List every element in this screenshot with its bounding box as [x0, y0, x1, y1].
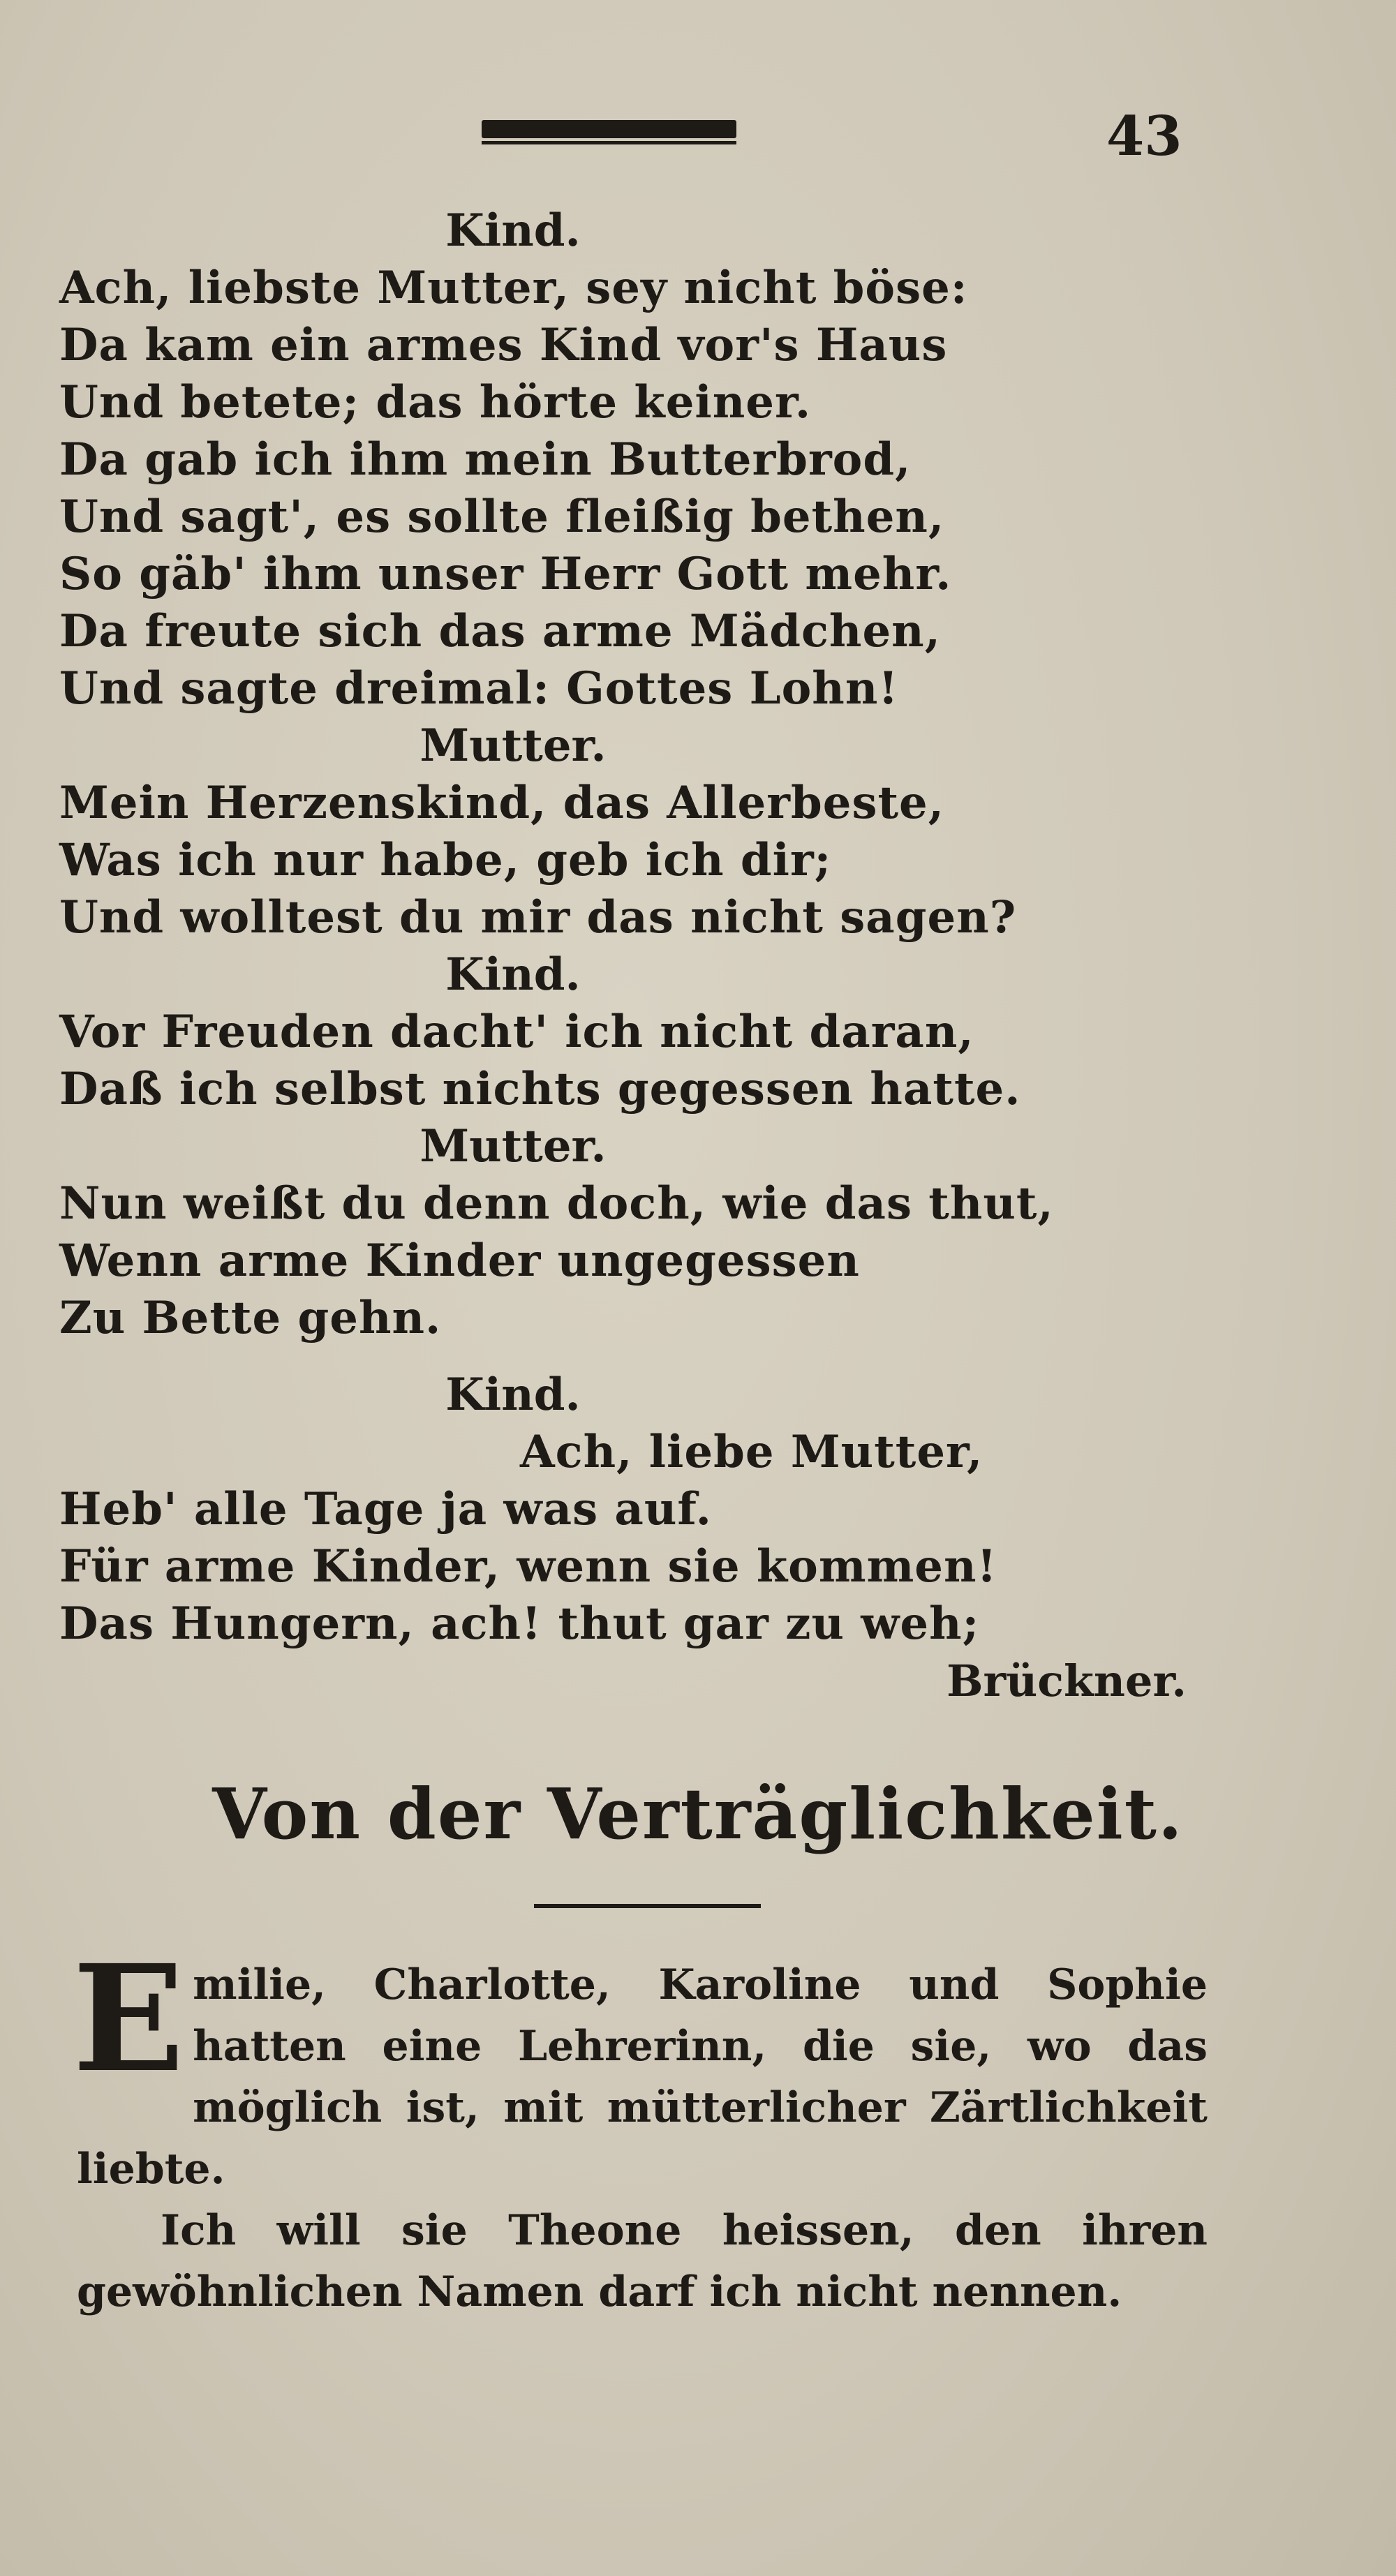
poem-line: Da kam ein armes Kind vor's Haus	[59, 319, 948, 371]
poem-line: Mein Herzenskind, das Allerbeste,	[59, 777, 945, 829]
poem-line: Und sagt', es sollte fleißig bethen,	[59, 491, 945, 543]
stanza-gap	[59, 1347, 1211, 1367]
drop-cap: E	[73, 1933, 185, 2105]
speaker-label: Kind.	[445, 1369, 581, 1421]
poem-line: Vor Freuden dacht' ich nicht daran,	[59, 1006, 974, 1058]
poem-line: Nun weißt du denn doch, wie das thut,	[59, 1177, 1054, 1230]
header-rule	[482, 120, 736, 138]
poem-line: Ach, liebe Mutter,	[520, 1426, 983, 1478]
poem-line: Und sagte dreimal: Gottes Lohn!	[59, 662, 899, 715]
speaker-label: Kind.	[445, 948, 581, 1001]
heading-rule	[534, 1904, 761, 1908]
poem-line: Für arme Kinder, wenn sie kommen!	[59, 1540, 997, 1593]
section-heading: Von der Verträglichkeit.	[212, 1773, 1184, 1855]
poem-line: Da gab ich ihm mein Butterbrod,	[59, 433, 912, 486]
poem-line: Da freute sich das arme Mädchen,	[59, 605, 941, 657]
poem-line: Zu Bette gehn.	[59, 1292, 442, 1344]
speaker-label: Mutter.	[419, 1120, 607, 1172]
paragraph-first-text: milie, Charlotte, Karoline und Sophie hatten eine Lehrerinn, die sie, wo das möglich ist, mit mütterlicher Zärtlichkeit liebte.	[77, 1960, 1208, 2194]
poem-line: Wenn arme Kinder ungegessen	[59, 1235, 860, 1287]
poem-line: Ach, liebste Mutter, sey nicht böse:	[59, 262, 968, 314]
prose-text	[73, 1933, 1208, 2323]
poem-line: Das Hungern, ach! thut gar zu weh;	[59, 1598, 980, 1650]
paragraph-first	[73, 1933, 1208, 2200]
poem-line: Und wolltest du mir das nicht sagen?	[59, 891, 1017, 944]
poem-line: Und betete; das hörte keiner.	[59, 376, 812, 429]
poem-line: Daß ich selbst nichts gegessen hatte.	[59, 1063, 1021, 1115]
poem-line: Was ich nur habe, geb ich dir;	[59, 834, 832, 886]
poem	[59, 202, 1211, 1710]
speaker-label: Mutter.	[419, 720, 607, 772]
page-number: 43	[1106, 105, 1182, 168]
poem-line: Heb' alle Tage ja was auf.	[59, 1483, 712, 1535]
poem-author: Brückner.	[946, 1655, 1187, 1706]
poem-line: So gäb' ihm unser Herr Gott mehr.	[59, 548, 952, 600]
paragraph-second: Ich will sie Theone heissen, den ihren gewöhnlichen Namen darf ich nicht nennen.	[77, 2206, 1208, 2316]
speaker-label: Kind.	[445, 204, 581, 257]
